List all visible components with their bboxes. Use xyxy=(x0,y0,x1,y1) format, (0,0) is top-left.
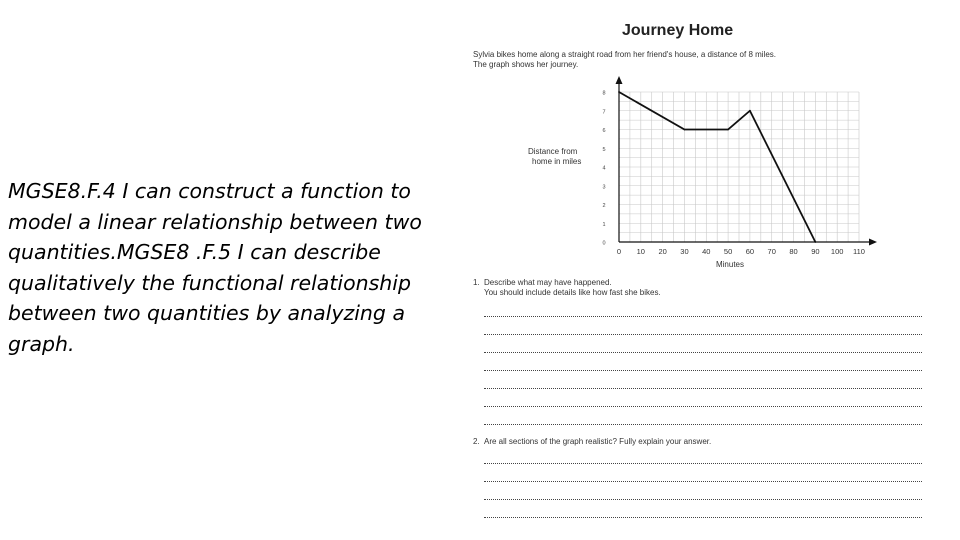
graph-grid xyxy=(619,92,859,242)
data-point xyxy=(727,129,729,131)
y-axis-label-line-2: home in miles xyxy=(532,157,582,166)
y-tick-label: 7 xyxy=(602,109,606,116)
y-axis-label-line-1: Distance from xyxy=(528,147,578,156)
x-tick-label: 40 xyxy=(702,247,711,256)
question-1-line-1: Describe what may have happened. xyxy=(484,278,612,287)
data-point xyxy=(814,241,816,243)
x-axis-arrow xyxy=(869,239,877,246)
answer-line-q1-7[interactable] xyxy=(484,424,922,425)
x-tick-label: 70 xyxy=(767,247,776,256)
y-tick-label: 4 xyxy=(602,165,606,172)
answer-line-q1-5[interactable] xyxy=(484,388,922,389)
x-tick-label: 80 xyxy=(789,247,798,256)
data-point xyxy=(684,129,686,131)
intro-line-2: The graph shows her journey. xyxy=(473,60,579,69)
worksheet-intro xyxy=(473,50,776,70)
question-2 xyxy=(473,437,711,447)
x-tick-label: 100 xyxy=(830,247,844,256)
x-tick-label: 0 xyxy=(616,247,622,256)
answer-line-q2-4[interactable] xyxy=(484,517,922,518)
question-1 xyxy=(473,278,661,298)
x-tick-label: 60 xyxy=(745,247,755,256)
y-tick-label: 5 xyxy=(602,146,606,153)
answer-line-q2-1[interactable] xyxy=(484,463,922,464)
question-2-text: Are all sections of the graph realistic? Fully explain your answer. xyxy=(484,437,712,446)
answer-line-q1-4[interactable] xyxy=(484,370,922,371)
y-tick-label: 1 xyxy=(602,221,606,228)
x-tick-label: 90 xyxy=(811,247,820,256)
x-tick-label: 10 xyxy=(636,247,645,256)
question-2-number: 2. xyxy=(473,437,480,446)
x-tick-label: 30 xyxy=(680,247,689,256)
answer-line-q1-2[interactable] xyxy=(484,334,922,335)
question-1-number: 1. xyxy=(473,278,480,287)
answer-line-q2-3[interactable] xyxy=(484,499,922,500)
y-tick-labels xyxy=(602,91,605,247)
y-tick-label: 2 xyxy=(602,203,606,209)
y-tick-label: 0 xyxy=(602,240,606,247)
journey-graph xyxy=(522,74,882,274)
y-tick-label: 3 xyxy=(602,184,606,191)
x-tick-label: 50 xyxy=(723,247,733,256)
x-tick-label: 110 xyxy=(853,247,865,256)
x-tick-labels xyxy=(617,247,865,256)
x-axis-label: Minutes xyxy=(715,260,745,269)
worksheet-title: Journey Home xyxy=(622,22,734,39)
y-tick-label: 6 xyxy=(602,128,606,134)
answer-line-q1-3[interactable] xyxy=(484,352,922,353)
learning-standard-text: MGSE8.F.4 I can construct a function to model a linear relationship between two quantities.MGSE8 .F.5 I can describe qualitatively the functional relationship between two quantities by analyzing a graph. xyxy=(8,179,422,356)
question-1-line-2: You should include details like how fast she bikes. xyxy=(484,288,661,297)
data-point xyxy=(618,91,620,93)
x-tick-label: 20 xyxy=(658,247,667,256)
y-axis-arrow xyxy=(616,76,623,84)
answer-line-q1-6[interactable] xyxy=(484,406,922,407)
answer-line-q2-2[interactable] xyxy=(484,481,922,482)
answer-line-q1-1[interactable] xyxy=(484,316,922,317)
intro-line-1: Sylvia bikes home along a straight road from her friend's house, a distance of 8 miles. xyxy=(473,50,777,59)
data-point xyxy=(749,110,751,112)
y-tick-label: 8 xyxy=(602,90,606,97)
